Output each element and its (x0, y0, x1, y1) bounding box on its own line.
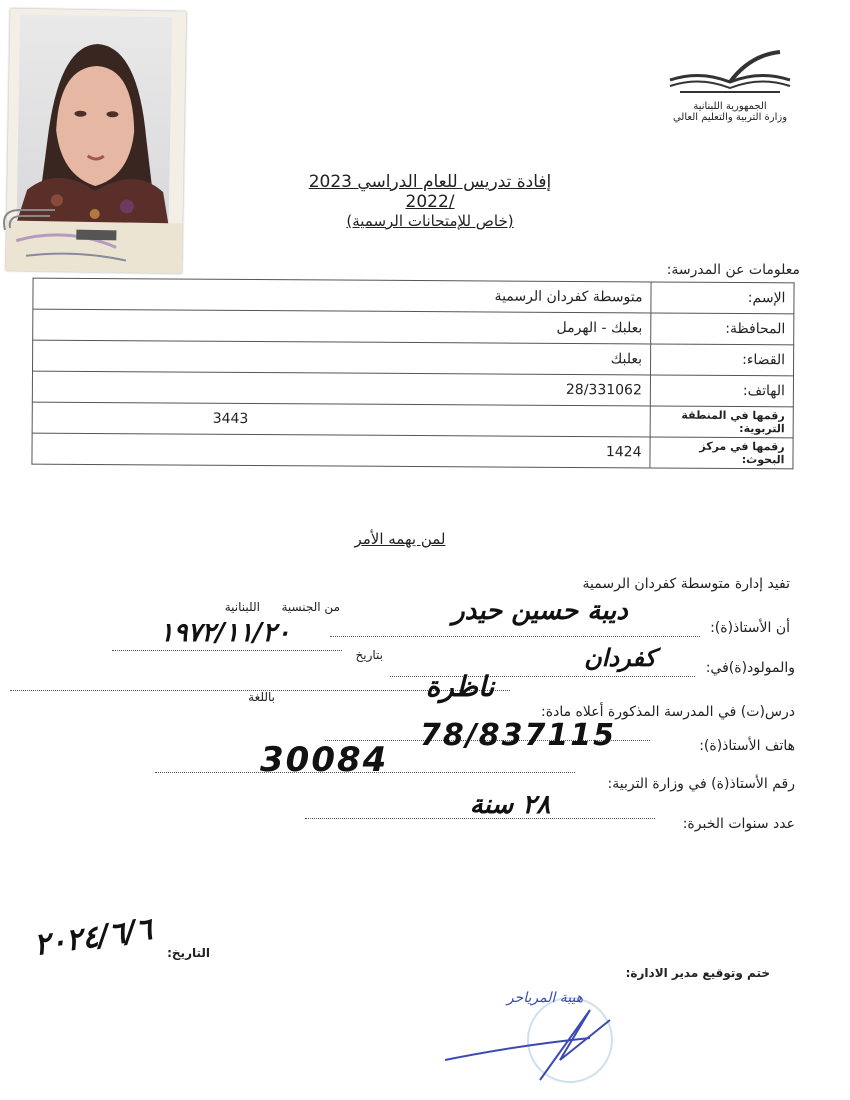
signature-label: ختم وتوقيع مدير الادارة: (625, 966, 770, 980)
subject-handwritten: ناظرة (425, 670, 495, 703)
ministry-number-handwritten: 30084 (260, 740, 389, 780)
row-key: القضاء: (650, 344, 793, 376)
school-info-table (31, 278, 794, 470)
row-value: 3443 (32, 402, 650, 437)
taught-label: درس(ت) في المدرسة المذكورة أعلاه مادة: (541, 704, 795, 720)
table-row (33, 278, 794, 314)
teacher-name-handwritten: ديبة حسين حيدر (452, 596, 628, 626)
date-handwritten: ٢٠٢٤/٦/٦ (31, 911, 155, 964)
nationality-value: اللبنانية (224, 600, 260, 614)
table-row (32, 402, 793, 438)
signature-text: هيبة المرياحر (506, 990, 584, 1006)
experience-label: عدد سنوات الخبرة: (682, 816, 795, 832)
row-key: الإسم: (651, 282, 794, 314)
birthplace-handwritten: كفردان (584, 644, 656, 672)
row-value: 1424 (32, 433, 650, 468)
book-logo-icon (660, 50, 800, 95)
table-row (32, 371, 793, 407)
certificate-heading: لمن يهمه الأمر (354, 530, 446, 548)
row-value: بعلبك (33, 340, 651, 375)
row-key: رقمها في مركز البحوث: (650, 437, 793, 469)
row-key: الهاتف: (650, 375, 793, 407)
teacher-label: أن الأستاذ(ة): (710, 620, 790, 636)
nationality-label: من الجنسية (281, 600, 340, 614)
table-row (32, 433, 793, 469)
date-label: التاريخ: (167, 946, 210, 960)
row-value: بعلبك - الهرمل (33, 309, 651, 344)
language-label: باللغة (248, 690, 275, 704)
signature-stamp (440, 990, 640, 1090)
table-row (33, 309, 794, 345)
row-value: متوسطة كفردان الرسمية (33, 278, 651, 313)
ministry-number-label: رقم الأستاذ(ة) في وزارة التربية: (607, 776, 795, 792)
born-label: والمولود(ة)في: (705, 660, 795, 676)
paper-clip-icon (0, 200, 60, 240)
document-title: إفادة تدريس للعام الدراسي 2023 /2022 (308, 172, 552, 212)
row-value: 28/331062 (32, 371, 650, 406)
teacher-phone-label: هاتف الأستاذ(ة): (699, 738, 795, 754)
ministry-line1: الجمهورية اللبنانية (693, 101, 767, 112)
row-key: رقمها في المنطقة التربوية: (650, 406, 793, 438)
table-row (33, 340, 794, 376)
row-key: المحافظة: (651, 313, 794, 345)
document-subtitle: (خاص للإمتحانات الرسمية) (346, 212, 514, 230)
certificate-intro: تفيد إدارة متوسطة كفردان الرسمية (582, 576, 790, 592)
school-info-heading: معلومات عن المدرسة: (666, 262, 800, 278)
birthdate-label: بتاريخ (355, 648, 383, 662)
experience-handwritten: ٢٨ سنة (469, 790, 551, 820)
ministry-logo (660, 50, 800, 130)
birthdate-handwritten: ١٩٧٢/١١/٢٠ (159, 618, 291, 648)
teacher-phone-handwritten: 78/837115 (420, 718, 616, 753)
ministry-line2: وزارة التربية والتعليم العالي (672, 112, 788, 123)
